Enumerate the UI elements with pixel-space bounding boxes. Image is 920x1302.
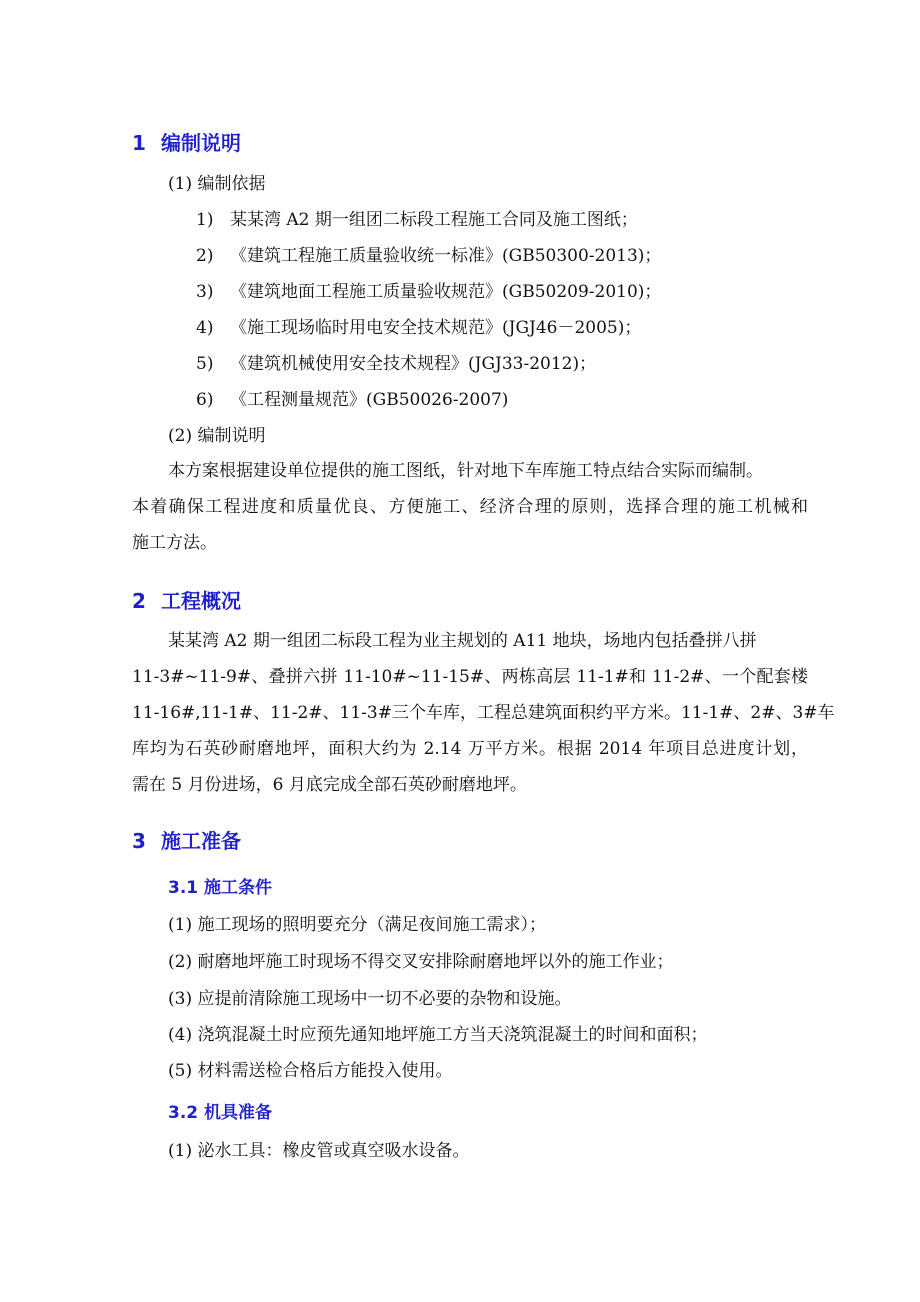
list-item: (1) 施工现场的照明要充分（满足夜间施工需求）； [168, 915, 546, 935]
list-item: 3) 《建筑地面工程施工质量验收规范》(GB50209-2010)； [196, 282, 662, 302]
list-item: (3) 应提前清除施工现场中一切不必要的杂物和设施。 [168, 989, 572, 1009]
section-number: 3 [132, 829, 146, 853]
section-3-heading [132, 829, 241, 853]
list-item: (2) 耐磨地坪施工时现场不得交叉安排除耐磨地坪以外的施工作业； [168, 952, 674, 972]
paragraph-line: 施工方法。 [132, 533, 217, 553]
list-item: 2) 《建筑工程施工质量验收统一标准》(GB50300-2013)； [196, 246, 662, 266]
paragraph-line: 需在 5 月份进场，6 月底完成全部石英砂耐磨地坪。 [132, 775, 527, 795]
section-2-heading [132, 589, 241, 613]
paragraph-line: 本方案根据建设单位提供的施工图纸，针对地下车库施工特点结合实际而编制。 [168, 461, 763, 481]
paragraph-line: 11-16#,11-1#、11-2#、11-3#三个车库，工程总建筑面积约平方米。11-1#、2#、3#车 [132, 703, 835, 723]
subsection-heading: 3.1 施工条件 [168, 878, 273, 898]
paragraph-line: 11-3#~11-9#、叠拼六拼 11-10#~11-15#、两栋高层 11-1#和 11-2#、一个配套楼 [132, 667, 808, 687]
subsection-label: (2) 编制说明 [168, 426, 266, 446]
list-item: (1) 泌水工具：橡皮管或真空吸水设备。 [168, 1141, 470, 1161]
section-number: 1 [132, 131, 146, 155]
list-item: 4) 《施工现场临时用电安全技术规范》(JGJ46－2005)； [196, 318, 642, 338]
list-item: 1) 某某湾 A2 期一组团二标段工程施工合同及施工图纸； [196, 210, 638, 230]
paragraph-line: 库均为石英砂耐磨地坪，面积大约为 2.14 万平方米。根据 2014 年项目总进度计划， [132, 739, 808, 759]
list-item: (5) 材料需送检合格后方能投入使用。 [168, 1061, 453, 1081]
section-1-heading [132, 131, 241, 155]
subsection-label: (1) 编制依据 [168, 174, 266, 194]
list-item: (4) 浇筑混凝土时应预先通知地坪施工方当天浇筑混凝土的时间和面积； [168, 1025, 708, 1045]
paragraph-line: 本着确保工程进度和质量优良、方便施工、经济合理的原则，选择合理的施工机械和 [132, 497, 808, 517]
section-title: 编制说明 [160, 131, 241, 155]
section-title: 施工准备 [160, 829, 241, 853]
section-title: 工程概况 [160, 589, 241, 613]
section-number: 2 [132, 589, 146, 613]
list-item: 5) 《建筑机械使用安全技术规程》(JGJ33-2012)； [196, 354, 597, 374]
list-item: 6) 《工程测量规范》(GB50026-2007) [196, 390, 509, 410]
subsection-heading: 3.2 机具准备 [168, 1103, 273, 1123]
paragraph-line: 某某湾 A2 期一组团二标段工程为业主规划的 A11 地块，场地内包括叠拼八拼 [168, 631, 757, 651]
